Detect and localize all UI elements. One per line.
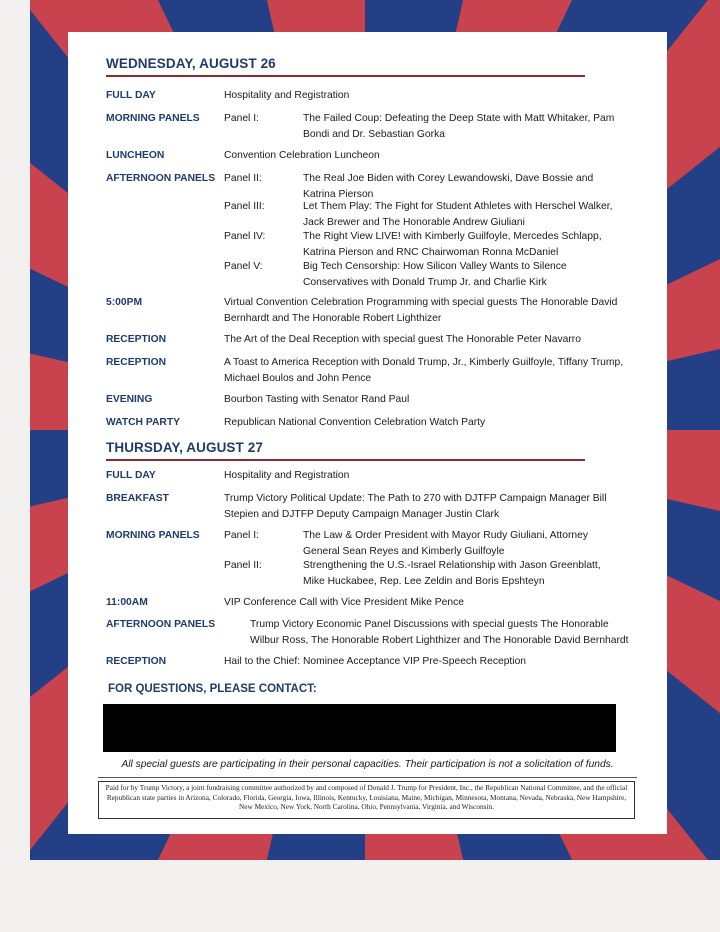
event-text: VIP Conference Call with Vice President Mike Pence bbox=[224, 597, 465, 608]
paid-for-disclosure: Paid for by Trump Victory, a joint fundraising committee authorized by and composed of Donald J. Trump for President, Inc., the Republican National Committee, and the official Republican state parties in Arizona, Colorado, Florida, Georgia, Iowa, Illinois, Kentucky, Louisiana, Maine, Michigan, Minnesota, Montana, Nevada, Nebraska, New Hampshire, New Mexico, New York, North Carolina, Ohio, Pennsylvania, Virginia, and Wisconsin. bbox=[98, 781, 635, 819]
event-text: Republican National Convention Celebration Watch Party bbox=[224, 417, 486, 428]
panel-text: Let Them Play: The Fight for Student Athletes with Herschel Walker, Jack Brewer and The Honorable Andrew Giuliani bbox=[303, 201, 613, 228]
panel-number: Panel I: bbox=[224, 113, 259, 124]
panel-number: Panel V: bbox=[224, 261, 263, 272]
event-label: RECEPTION bbox=[106, 656, 167, 667]
event-text: Hospitality and Registration bbox=[224, 90, 350, 101]
event-label: MORNING PANELS bbox=[106, 113, 200, 124]
event-label: WATCH PARTY bbox=[106, 417, 180, 428]
event-text: Hospitality and Registration bbox=[224, 470, 350, 481]
panel-text: The Real Joe Biden with Corey Lewandowski, Dave Bossie and Katrina Pierson bbox=[303, 173, 594, 200]
panel-number: Panel II: bbox=[224, 173, 262, 184]
event-label: AFTERNOON PANELS bbox=[106, 173, 216, 184]
event-label: AFTERNOON PANELS bbox=[106, 619, 216, 630]
disclaimer-text: All special guests are participating in their personal capacities. Their participation is not a solicitation of funds. bbox=[121, 759, 614, 770]
day-rule bbox=[106, 459, 585, 461]
event-label: RECEPTION bbox=[106, 357, 167, 368]
event-label: MORNING PANELS bbox=[106, 530, 200, 541]
day-heading-wednesday: WEDNESDAY, AUGUST 26 bbox=[106, 56, 276, 71]
event-label: FULL DAY bbox=[106, 90, 156, 101]
event-label: LUNCHEON bbox=[106, 150, 165, 161]
event-label: EVENING bbox=[106, 394, 153, 405]
panel-text: Big Tech Censorship: How Silicon Valley Wants to Silence Conservatives with Donald Trump Jr. and Charlie Kirk bbox=[303, 261, 567, 288]
panel-number: Panel I: bbox=[224, 530, 259, 541]
panel-text: The Failed Coup: Defeating the Deep State with Matt Whitaker, Pam Bondi and Dr. Sebastian Gorka bbox=[303, 113, 615, 140]
day-heading-thursday: THURSDAY, AUGUST 27 bbox=[106, 440, 263, 455]
panel-text: Strengthening the U.S.-Israel Relationship with Jason Greenblatt, Mike Huckabee, Rep. Lee Zeldin and Boris Epshteyn bbox=[303, 560, 601, 587]
event-label: RECEPTION bbox=[106, 334, 167, 345]
panel-number: Panel II: bbox=[224, 560, 262, 571]
event-text: Trump Victory Political Update: The Path to 270 with DJTFP Campaign Manager Bill Stepien and DJTFP Deputy Campaign Manager Justin Clark bbox=[224, 493, 607, 520]
panel-text: The Law & Order President with Mayor Rudy Giuliani, Attorney General Sean Reyes and Kimberly Guilfoyle bbox=[303, 530, 589, 557]
redacted-contact-block bbox=[103, 704, 616, 752]
event-text: Hail to the Chief: Nominee Acceptance VIP Pre-Speech Reception bbox=[224, 656, 527, 667]
schedule-page bbox=[68, 32, 667, 834]
contact-heading: FOR QUESTIONS, PLEASE CONTACT: bbox=[108, 683, 317, 695]
event-text: Bourbon Tasting with Senator Rand Paul bbox=[224, 394, 410, 405]
event-text: Convention Celebration Luncheon bbox=[224, 150, 380, 161]
panel-number: Panel III: bbox=[224, 201, 265, 212]
event-text: A Toast to America Reception with Donald Trump, Jr., Kimberly Guilfoyle, Tiffany Trump, Michael Boulos and John Pence bbox=[224, 357, 624, 384]
panel-text: The Right View LIVE! with Kimberly Guilfoyle, Mercedes Schlapp, Katrina Pierson and RNC Chairwoman Ronna McDaniel bbox=[303, 231, 602, 258]
event-label: BREAKFAST bbox=[106, 493, 169, 504]
event-text: The Art of the Deal Reception with special guest The Honorable Peter Navarro bbox=[224, 334, 581, 345]
day-rule bbox=[106, 75, 585, 77]
event-text: Trump Victory Economic Panel Discussions with special guests The Honorable Wilbur Ross, The Honorable Robert Lighthizer and The Honorable David Bernhardt bbox=[250, 619, 629, 646]
event-label: FULL DAY bbox=[106, 470, 156, 481]
footer-divider bbox=[98, 777, 637, 778]
panel-number: Panel IV: bbox=[224, 231, 266, 242]
event-label: 5:00PM bbox=[106, 297, 143, 308]
event-text: Virtual Convention Celebration Programming with special guests The Honorable David Bernhardt and The Honorable Robert Lighthizer bbox=[224, 297, 618, 324]
event-label: 11:00AM bbox=[106, 597, 148, 608]
